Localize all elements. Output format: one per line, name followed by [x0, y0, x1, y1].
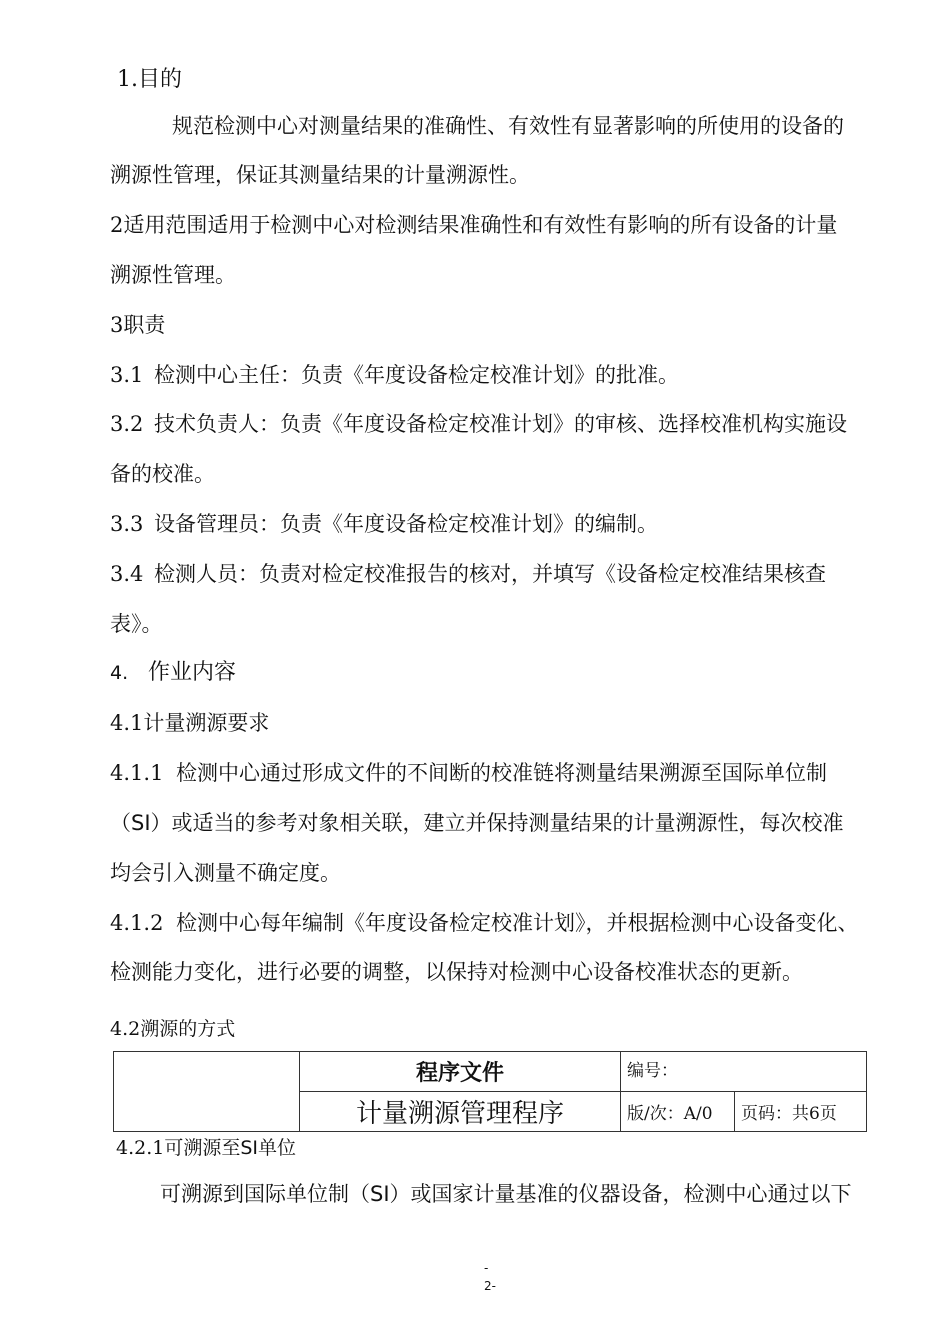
document-header-table: [113, 1051, 867, 1132]
doc-page-info: 页码：共6页: [735, 1092, 867, 1132]
item-4-1-1-line-1: [110, 759, 827, 787]
section-1-heading: 1.目的: [117, 67, 182, 92]
subsection-4-2-1-body: 可溯源到国际单位制（SI）或国家计量基准的仪器设备，检测中心通过以下: [160, 1182, 852, 1206]
subsection-4-2-1: [116, 1134, 296, 1162]
item-3-2-continued: 备的校准。: [110, 462, 215, 486]
section-2-line-2: 溯源性管理。: [110, 263, 236, 287]
item-number: 3.1: [110, 363, 144, 387]
item-text: 检测中心每年编制《年度设备检定校准计划》，并根据检测中心设备变化、: [176, 911, 859, 935]
item-4-1-2-line-1: [110, 909, 859, 937]
item-text: 检测人员：负责对检定校准报告的核对，并填写《设备检定校准结果核查: [154, 562, 826, 586]
item-number: 4.1.1: [110, 761, 164, 785]
subsection-number: 4.2.1: [116, 1137, 165, 1159]
logo-cell: [114, 1052, 300, 1132]
item-3-3: [110, 510, 658, 538]
subsection-4-2: [110, 1015, 235, 1043]
section-2-text: 适用于检测中心对检测结果准确性和有效性有影响的所有设备的计量: [207, 213, 838, 237]
section-4-heading: [110, 659, 236, 687]
section-2-heading: 2适用范围: [110, 213, 208, 237]
section-4-title: 作业内容: [148, 660, 237, 685]
item-text: 检测中心通过形成文件的不间断的校准链将测量结果溯源至国际单位制: [176, 761, 827, 785]
subsection-4-1: [110, 709, 269, 737]
page-number: 2-: [484, 1279, 496, 1293]
item-4-1-1-line-2: （SI）或适当的参考对象相关联，建立并保持测量结果的计量溯源性，每次校准: [110, 811, 844, 835]
item-text: 设备管理员：负责《年度设备检定校准计划》的编制。: [154, 512, 658, 536]
subsection-title: 可溯源至SI单位: [164, 1137, 297, 1159]
item-3-2: [110, 410, 847, 438]
section-4-number: 4.: [110, 662, 129, 684]
item-3-4: [110, 560, 826, 588]
item-number: 3.4: [110, 562, 144, 586]
doc-number-label: 编号：: [621, 1052, 867, 1092]
item-number: 4.1.2: [110, 911, 164, 935]
subsection-number: 4.2: [110, 1018, 141, 1040]
section-1-line-2: 溯源性管理，保证其测量结果的计量溯源性。: [110, 163, 530, 187]
subsection-number: 4.1: [110, 711, 144, 735]
subsection-title: 计量溯源要求: [143, 711, 270, 735]
item-text: 技术负责人：负责《年度设备检定校准计划》的审核、选择校准机构实施设: [154, 412, 847, 436]
item-text: 检测中心主任：负责《年度设备检定校准计划》的批准。: [154, 363, 679, 387]
item-3-1: [110, 361, 679, 389]
section-3-heading: 3职责: [110, 313, 166, 337]
item-4-1-1-line-3: 均会引入测量不确定度。: [110, 861, 341, 885]
item-number: 3.3: [110, 512, 144, 536]
subsection-title: 溯源的方式: [140, 1018, 236, 1040]
doc-name: 计量溯源管理程序: [300, 1092, 621, 1132]
item-4-1-2-line-2: 检测能力变化，进行必要的调整，以保持对检测中心设备校准状态的更新。: [110, 960, 803, 984]
item-number: 3.2: [110, 412, 144, 436]
doc-type: 程序文件: [300, 1052, 621, 1092]
footer-dash: -: [484, 1261, 489, 1275]
section-2-line-1: [110, 211, 837, 239]
doc-version: 版/次：A/0: [621, 1092, 735, 1132]
item-3-4-continued: 表》。: [110, 612, 163, 636]
section-1-line-1: 规范检测中心对测量结果的准确性、有效性有显著影响的所使用的设备的: [172, 114, 844, 138]
